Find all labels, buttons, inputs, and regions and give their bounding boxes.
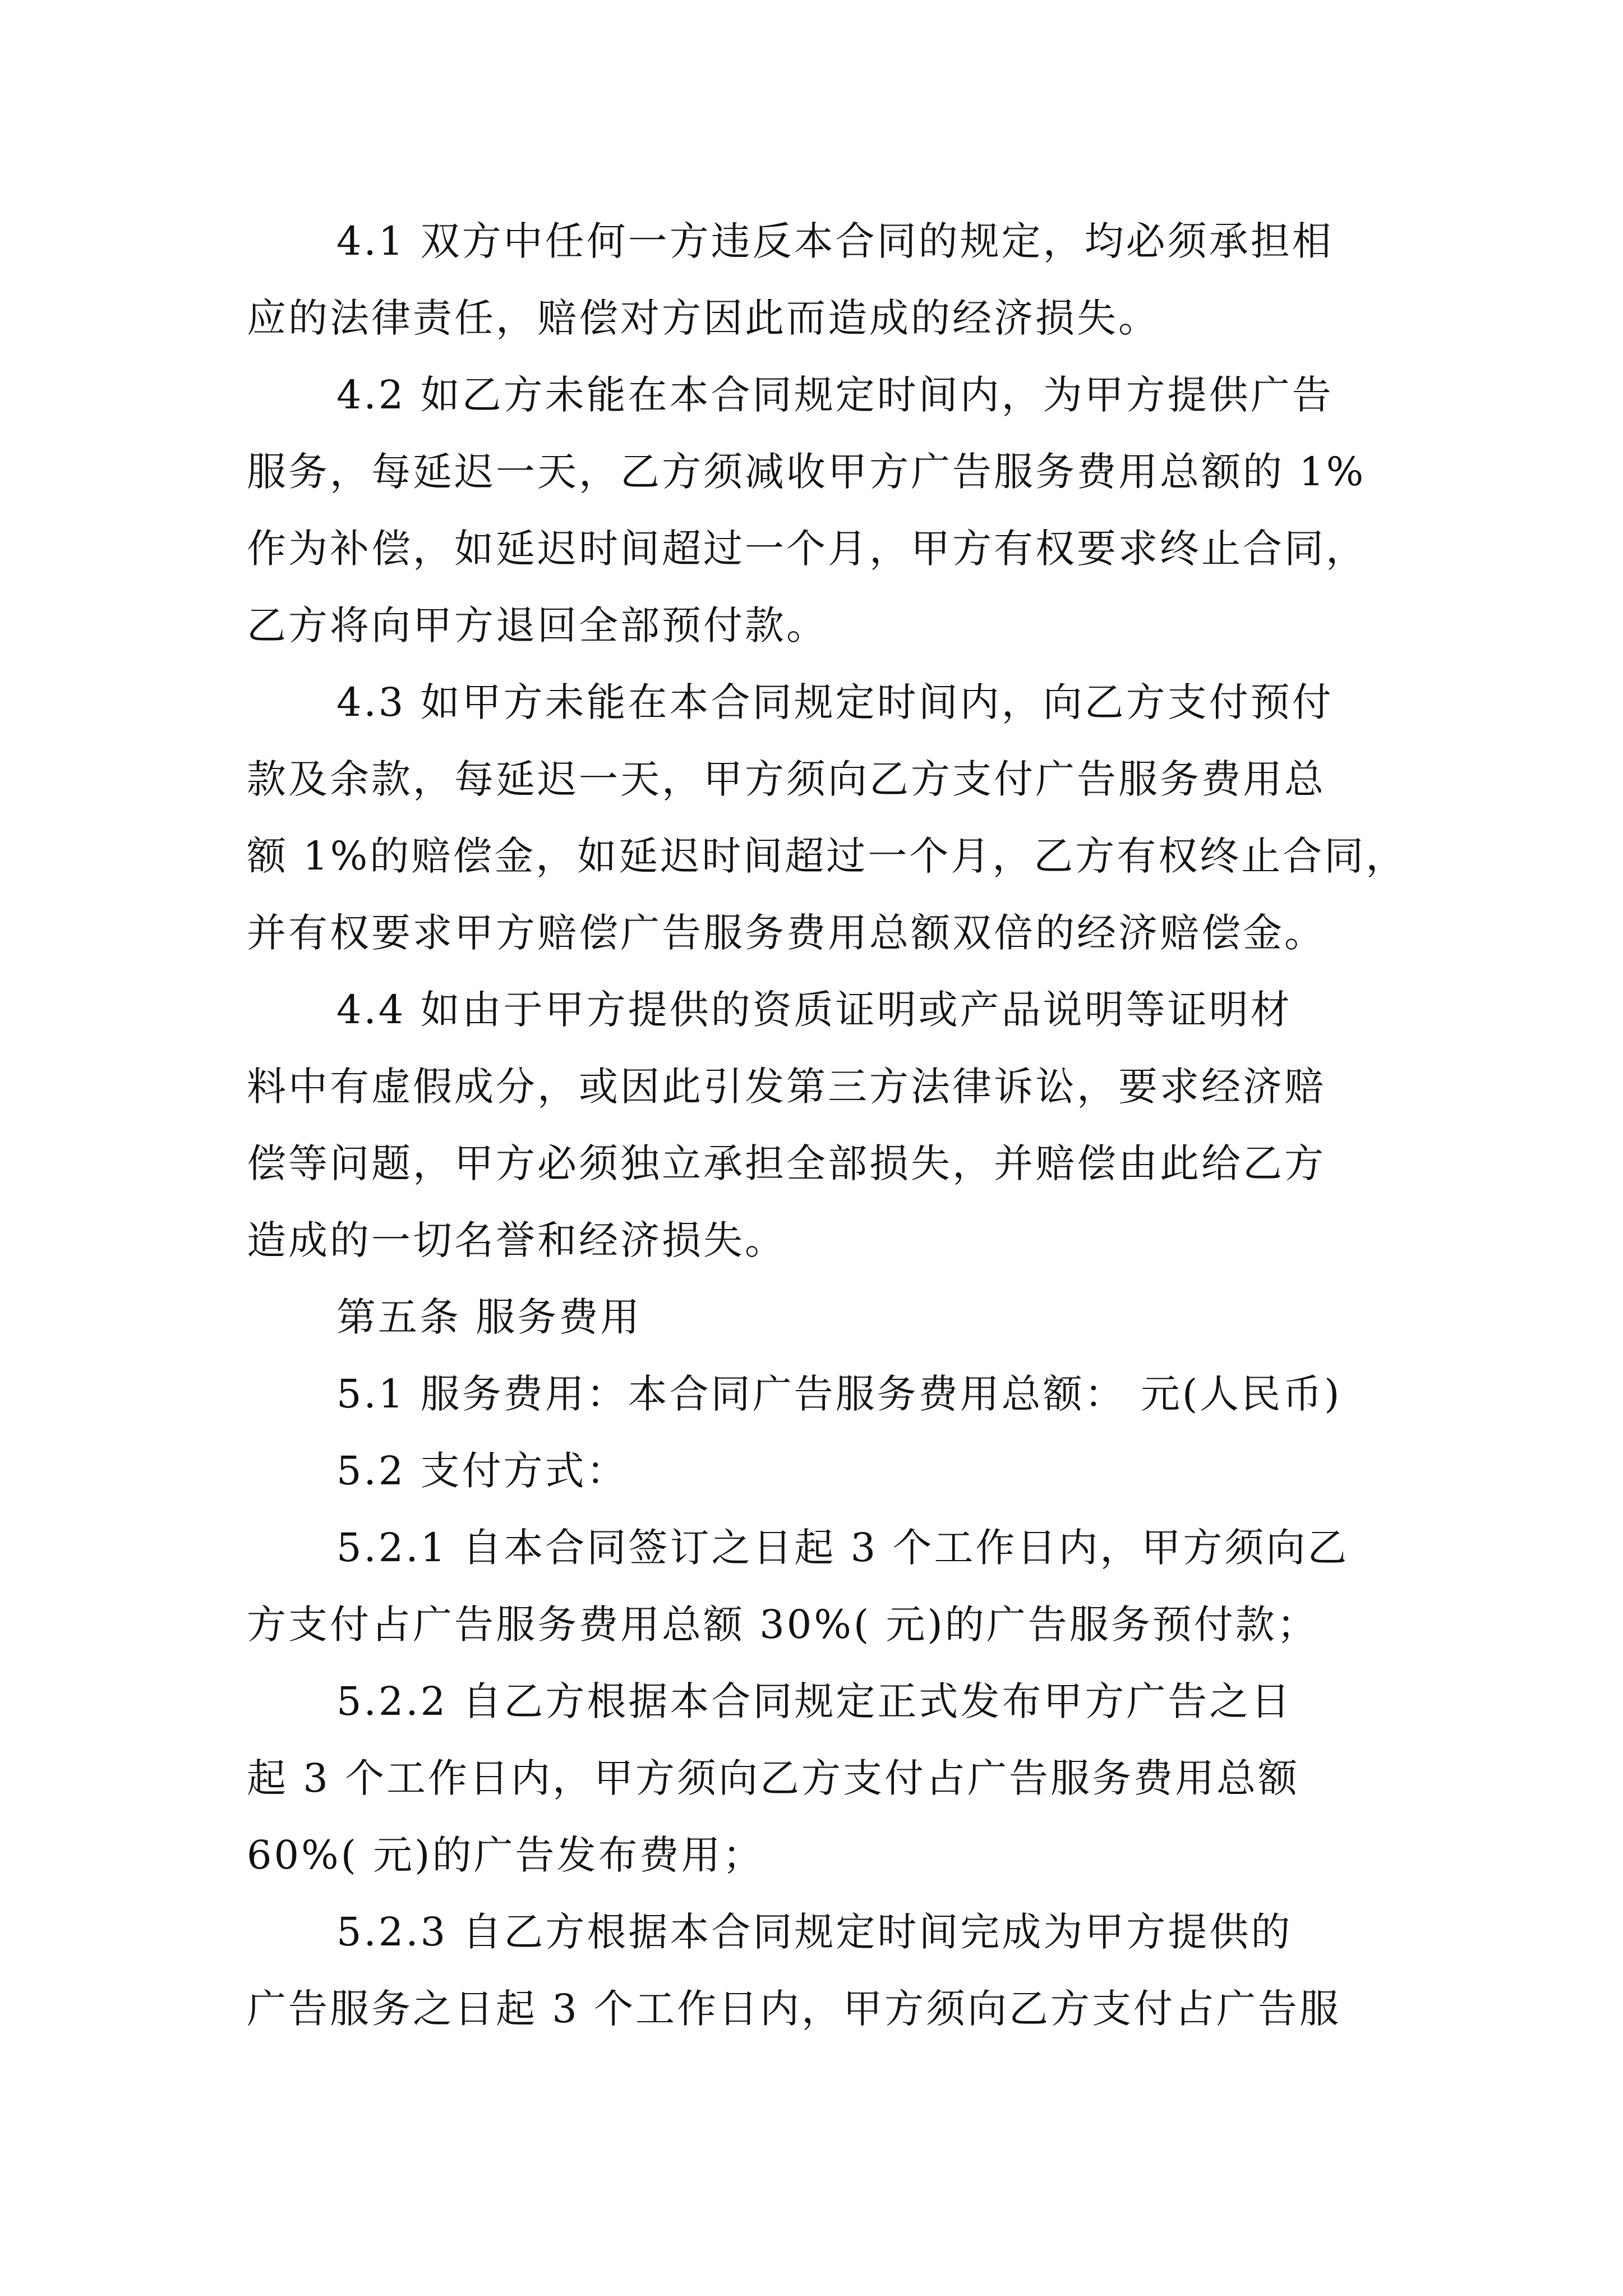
clause-4-3-line-2: 款及余款，每延迟一天，甲方须向乙方支付广告服务费用总 [247, 756, 1326, 802]
clause-4-3-line-4: 并有权要求甲方赔偿广告服务费用总额双倍的经济赔偿金。 [247, 910, 1326, 956]
clause-4-2-line-2: 服务，每延迟一天，乙方须减收甲方广告服务费用总额的 1% [247, 449, 1366, 495]
clause-5-2-1-line-1: 5.2.1 自本合同签订之日起 3 个工作日内，甲方须向乙 [336, 1525, 1349, 1571]
clause-4-2-line-1: 4.2 如乙方未能在本合同规定时间内，为甲方提供广告 [336, 372, 1334, 418]
clause-4-3-line-1: 4.3 如甲方未能在本合同规定时间内，向乙方支付预付 [336, 679, 1334, 725]
clause-5-2-3-line-1: 5.2.3 自乙方根据本合同规定时间完成为甲方提供的 [336, 1909, 1293, 1955]
clause-4-4-line-4: 造成的一切名誉和经济损失。 [247, 1217, 786, 1263]
clause-4-1-line-1: 4.1 双方中任何一方违反本合同的规定，均必须承担相 [336, 218, 1334, 264]
clause-5-2-2-line-2: 起 3 个工作日内，甲方须向乙方支付占广告服务费用总额 [247, 1755, 1300, 1801]
clause-4-4-line-2: 料中有虚假成分，或因此引发第三方法律诉讼，要求经济赔 [247, 1064, 1326, 1110]
clause-4-4-line-1: 4.4 如由于甲方提供的资质证明或产品说明等证明材 [336, 987, 1292, 1033]
clause-4-2-line-4: 乙方将向甲方退回全部预付款。 [247, 602, 828, 648]
clause-4-2-line-3: 作为补偿，如延迟时间超过一个月，甲方有权要求终止合同， [247, 526, 1367, 572]
clause-4-4-line-3: 偿等问题，甲方必须独立承担全部损失，并赔偿由此给乙方 [247, 1140, 1326, 1186]
clause-4-1-line-2: 应的法律责任，赔偿对方因此而造成的经济损失。 [247, 295, 1160, 341]
clause-5-2-3-line-2: 广告服务之日起 3 个工作日内，甲方须向乙方支付占广告服 [247, 1986, 1341, 2032]
clause-5-2-1-line-2: 方支付占广告服务费用总额 30%( 元)的广告服务预付款； [247, 1602, 1318, 1648]
clause-5-2-line-1: 5.2 支付方式： [336, 1448, 628, 1494]
clause-5-1-line-1: 5.1 服务费用：本合同广告服务费用总额： 元(人民币) [336, 1371, 1342, 1417]
clause-5-2-2-line-1: 5.2.2 自乙方根据本合同规定正式发布甲方广告之日 [336, 1678, 1293, 1724]
article-5-heading: 第五条 服务费用 [336, 1294, 642, 1340]
clause-5-2-2-line-3: 60%( 元)的广告发布费用； [247, 1832, 764, 1878]
clause-4-3-line-3: 额 1%的赔偿金，如延迟时间超过一个月，乙方有权终止合同， [247, 833, 1408, 879]
